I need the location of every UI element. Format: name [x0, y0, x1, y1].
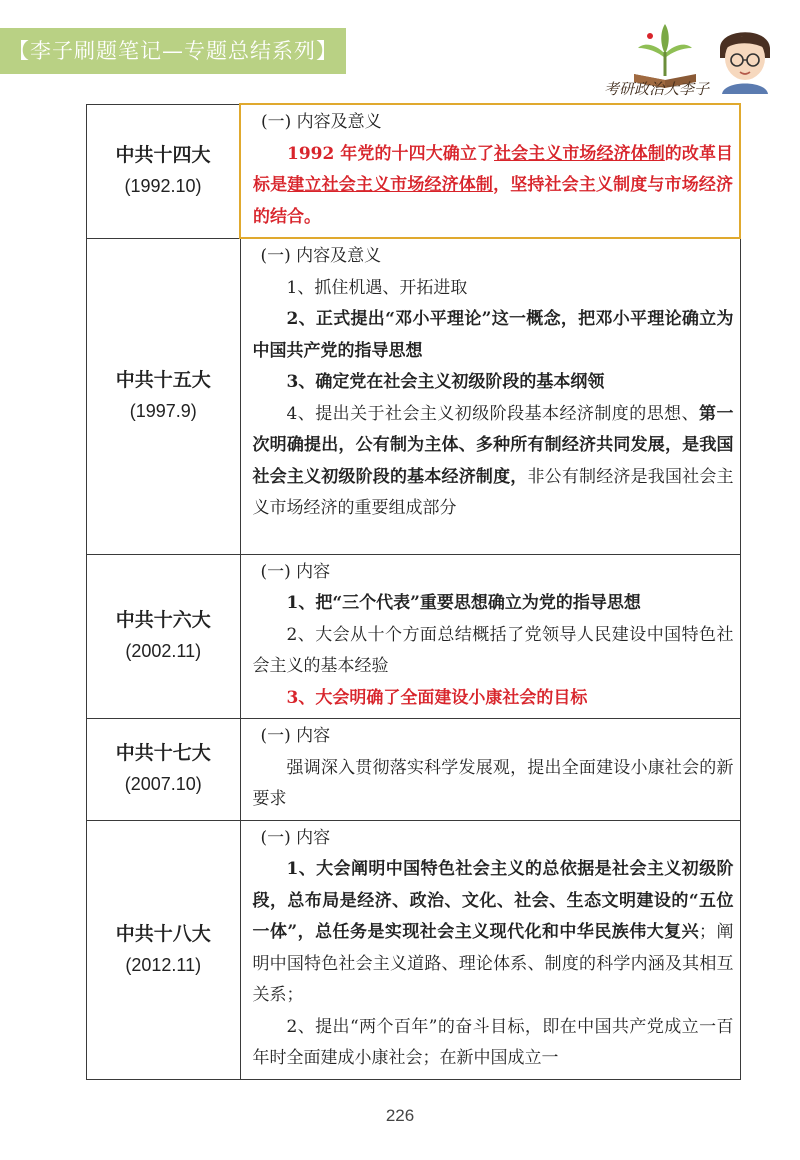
- series-banner: 【李子刷题笔记—专题总结系列】: [0, 28, 346, 74]
- congress-label-cell: [87, 104, 241, 238]
- content-item: 强调深入贯彻落实科学发展观，提出全面建设小康社会的新要求: [252, 757, 734, 809]
- congress-content-cell: [240, 554, 740, 719]
- page-number: 226: [385, 1106, 415, 1125]
- text-run: 非公有制经济是我国社会主义市场经济的重要组成部分: [252, 466, 734, 518]
- text-run-underlined: 建立社会主义市场经济体制: [287, 175, 494, 195]
- congress-name: 中共十八大: [115, 922, 211, 945]
- congress-label-cell: [87, 554, 241, 719]
- section-heading: (一) 内容及意义: [261, 112, 382, 132]
- section-heading: (一) 内容: [260, 827, 331, 848]
- congress-content-cell: [240, 104, 740, 238]
- congress-label-cell: [87, 719, 241, 821]
- congress-date: (2002.11): [125, 641, 202, 662]
- content-paragraph: [253, 139, 733, 234]
- congress-name: 中共十五大: [115, 369, 211, 391]
- section-heading: (一) 内容及意义: [260, 246, 382, 266]
- content-item: 2、提出“两个百年”的奋斗目标，即在中国共产党成立一百年时全面建成小康社会；在新中国成立一: [252, 1016, 734, 1068]
- congress-content-cell: [240, 820, 740, 1079]
- brand-signature: 考研政治大李子: [604, 80, 710, 98]
- content-item: 2、大会从十个方面总结概括了党领导人民建设中国特色社会主义的基本经验: [252, 624, 734, 676]
- congress-date: (1997.9): [129, 401, 197, 421]
- table-row: [87, 104, 741, 238]
- section-heading: (一) 内容: [260, 561, 331, 582]
- text-run-underlined: 社会主义市场经济体制: [494, 143, 665, 164]
- content-item: [253, 399, 734, 525]
- congress-label-cell: [87, 820, 241, 1079]
- congress-summary-table: [86, 103, 741, 1080]
- congress-name: 中共十六大: [115, 609, 211, 632]
- content-item: 1、抓住机遇、开拓进取: [286, 277, 468, 298]
- text-run-bold: 第一次明确提出，公有制为主体、多种所有制经济共同发展，是我国社会主义初级阶段的基本经济制度，: [252, 403, 734, 487]
- table-row: [87, 554, 741, 719]
- table-row: [87, 238, 741, 554]
- text-run: ；阐明中国特色社会主义道路、理论体系、制度的科学内涵及其相互关系；: [252, 922, 734, 1005]
- text-run: ，坚持社会主义制度与市场经济的结合。: [253, 175, 734, 227]
- congress-date: (1992.10): [124, 176, 202, 196]
- congress-date: (2007.10): [124, 774, 202, 795]
- congress-date: (2012.11): [125, 954, 202, 975]
- text-run: 的改革目标是: [253, 143, 734, 195]
- section-heading: (一) 内容: [260, 726, 331, 746]
- content-item: 3、大会明确了全面建设小康社会的目标: [286, 687, 588, 708]
- text-run: 4、提出关于社会主义初级阶段基本经济制度的思想、: [286, 403, 700, 424]
- congress-label-cell: [87, 238, 241, 554]
- content-item: 3、确定党在社会主义初级阶段的基本纲领: [286, 372, 605, 392]
- author-avatar-icon: [712, 18, 776, 94]
- table-row: [87, 719, 741, 821]
- congress-content-cell: [240, 719, 740, 821]
- content-item: 1、把“三个代表”重要思想确立为党的指导思想: [286, 593, 641, 613]
- text-run-bold: 1、大会阐明中国特色社会主义的总依据是社会主义初级阶段，总布局是经济、政治、文化、社会、生态文明建设的“五位一体”，总任务是实现社会主义现代化和中华民族伟大复兴: [252, 859, 734, 942]
- congress-content-cell: [240, 238, 740, 554]
- content-item: 2、正式提出“邓小平理论”这一概念，把邓小平理论确立为中国共产党的指导思想: [252, 309, 734, 361]
- text-run: 1992 年党的十四大确立了: [287, 143, 495, 164]
- content-item: [253, 854, 734, 1012]
- table-row: [87, 820, 741, 1079]
- congress-name: 中共十七大: [115, 742, 211, 765]
- congress-name: 中共十四大: [115, 144, 211, 166]
